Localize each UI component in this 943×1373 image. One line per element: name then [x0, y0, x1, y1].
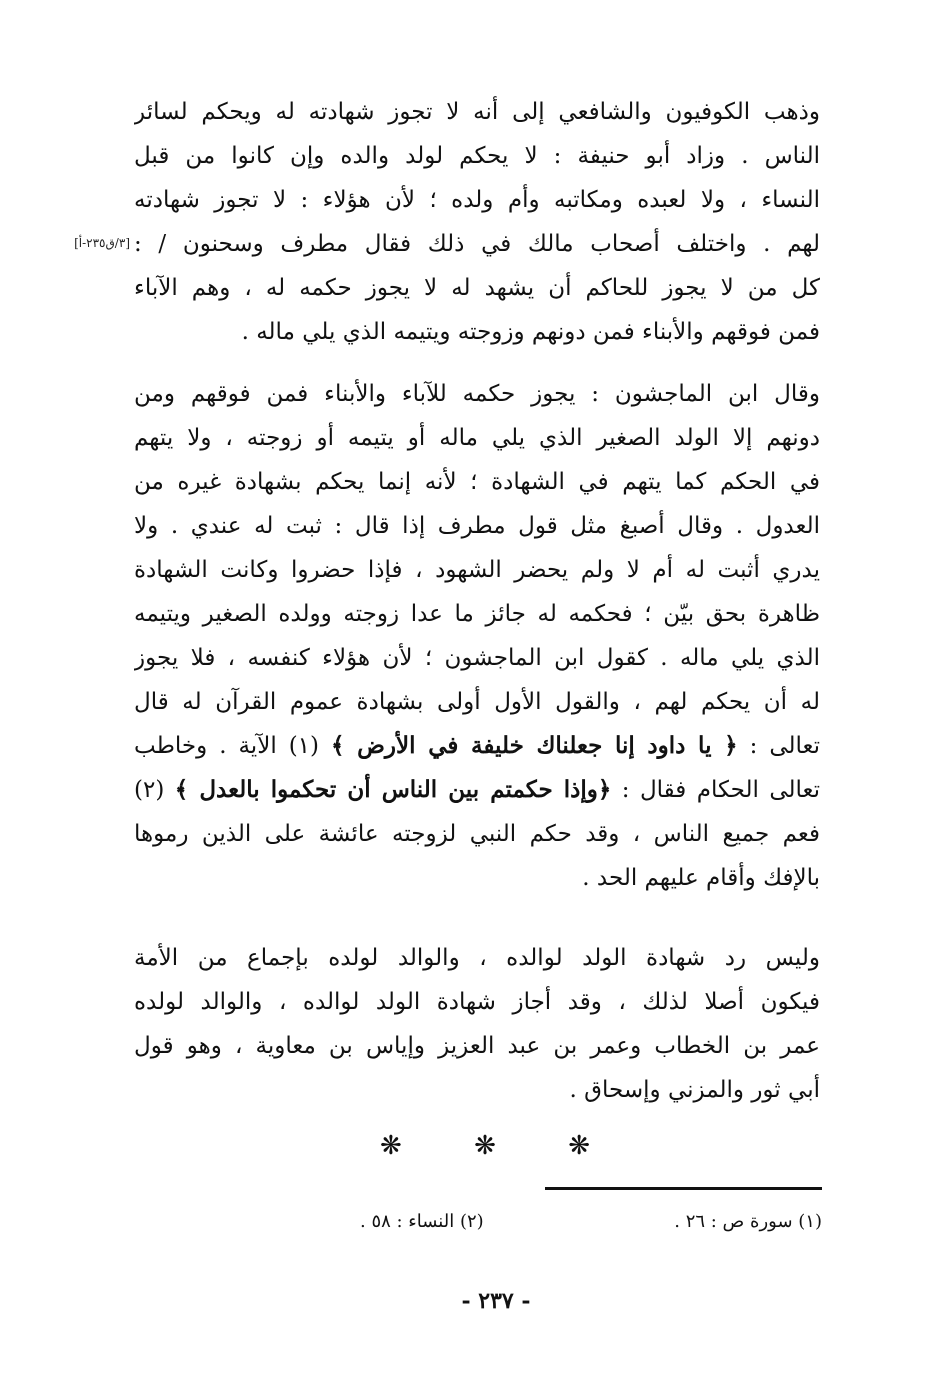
footnote-ref: (١)	[276, 733, 331, 759]
text-line: أبي ثور والمزني وإسحاق .	[569, 1077, 820, 1103]
asterism-icon: ❋	[474, 1131, 496, 1161]
footnotes	[360, 1207, 822, 1237]
paragraph-2	[134, 372, 820, 900]
text-span: الآية . وخاطب	[134, 733, 277, 759]
text-line: وقال ابن الماجشون : يجوز حكمه للآباء والأبناء فمن فوقهم ومن	[134, 381, 820, 407]
text-line: بالإفك وأقام عليهم الحد .	[582, 865, 820, 891]
text-line: له أن يحكم لهم ، والقول الأول أولى بشهادة عموم القرآن له قال	[134, 689, 820, 715]
verse-line	[134, 768, 820, 812]
asterism-icon: ❋	[380, 1131, 402, 1161]
text-line: النساء ، ولا لعبده ومكاتبه وأم ولده ؛ لأن هؤلاء : لا تجوز شهادته	[134, 187, 820, 213]
verse-line	[134, 724, 820, 768]
text-line: يدري أثبت له أم لا ولم يحضر الشهود ، فإذا حضروا وكانت الشهادة	[134, 557, 820, 583]
text-line: وليس رد شهادة الولد لوالده ، والوالد لولده بإجماع من الأمة	[134, 945, 820, 971]
text-line: ظاهرة بحق بيّن ؛ فحكمه له جائز ما عدا زوجته وولده الصغير ويتيمه	[134, 601, 820, 627]
footnote-1: (١) سورة ص : ٢٦ .	[674, 1211, 822, 1232]
text-line: فيكون أصلا لذلك ، وقد أجاز شهادة الولد لوالده ، والوالد لولده	[134, 989, 820, 1015]
asterism-icon: ❋	[568, 1131, 590, 1161]
footnote-2: (٢) النساء : ٥٨ .	[360, 1211, 484, 1232]
text-span: تعالى الحكام فقال :	[611, 777, 820, 803]
text-line: في الحكم كما يتهم في الشهادة ؛ لأنه إنما يحكم بشهادة غيره من	[134, 469, 820, 495]
text-line: لهم . واختلف أصحاب مالك في ذلك فقال مطرف وسحنون / :	[134, 231, 820, 257]
section-separator	[380, 1131, 590, 1161]
page-number: - ٢٣٧ -	[461, 1288, 531, 1314]
text-line: الناس . وزاد أبو حنيفة : لا يحكم لولد والده وإن كانوا من قبل	[134, 143, 820, 169]
paragraph-3	[134, 936, 820, 1112]
margin-manuscript-reference: [٣/ق٢٣٥-أ]	[74, 236, 130, 250]
text-line: فعم جميع الناس ، وقد حكم النبي لزوجته عائشة على الذين رموها	[134, 821, 820, 847]
quran-verse: ﴿ يا داود إنا جعلناك خليفة في الأرض ﴾	[330, 732, 738, 759]
text-span: تعالى :	[737, 733, 820, 759]
text-line: كل من لا يجوز للحاكم أن يشهد له لا يجوز حكمه له ، وهم الآباء	[134, 275, 820, 301]
footnote-ref: (٢)	[134, 777, 175, 803]
paragraph-1	[134, 90, 820, 354]
text-line: دونهم إلا الولد الصغير الذي يلي ماله أو يتيمه أو زوجته ، ولا يتهم	[134, 425, 820, 451]
quran-verse: ﴿وإذا حكمتم بين الناس أن تحكموا بالعدل ﴾	[174, 776, 612, 803]
text-line: الذي يلي ماله . كقول ابن الماجشون ؛ لأن هؤلاء كنفسه ، فلا يجوز	[134, 645, 820, 671]
footnote-divider	[545, 1187, 822, 1190]
text-line: عمر بن الخطاب وعمر بن عبد العزيز وإياس بن معاوية ، وهو قول	[134, 1033, 820, 1059]
text-line: فمن فوقهم والأبناء فمن دونهم وزوجته ويتيمه الذي يلي ماله .	[241, 319, 820, 345]
text-line: العدول . وقال أصبغ مثل قول مطرف إذا قال : ثبت له عندي . ولا	[134, 513, 820, 539]
text-line: وذهب الكوفيون والشافعي إلى أنه لا تجوز شهادته له ويحكم لسائر	[134, 99, 820, 125]
